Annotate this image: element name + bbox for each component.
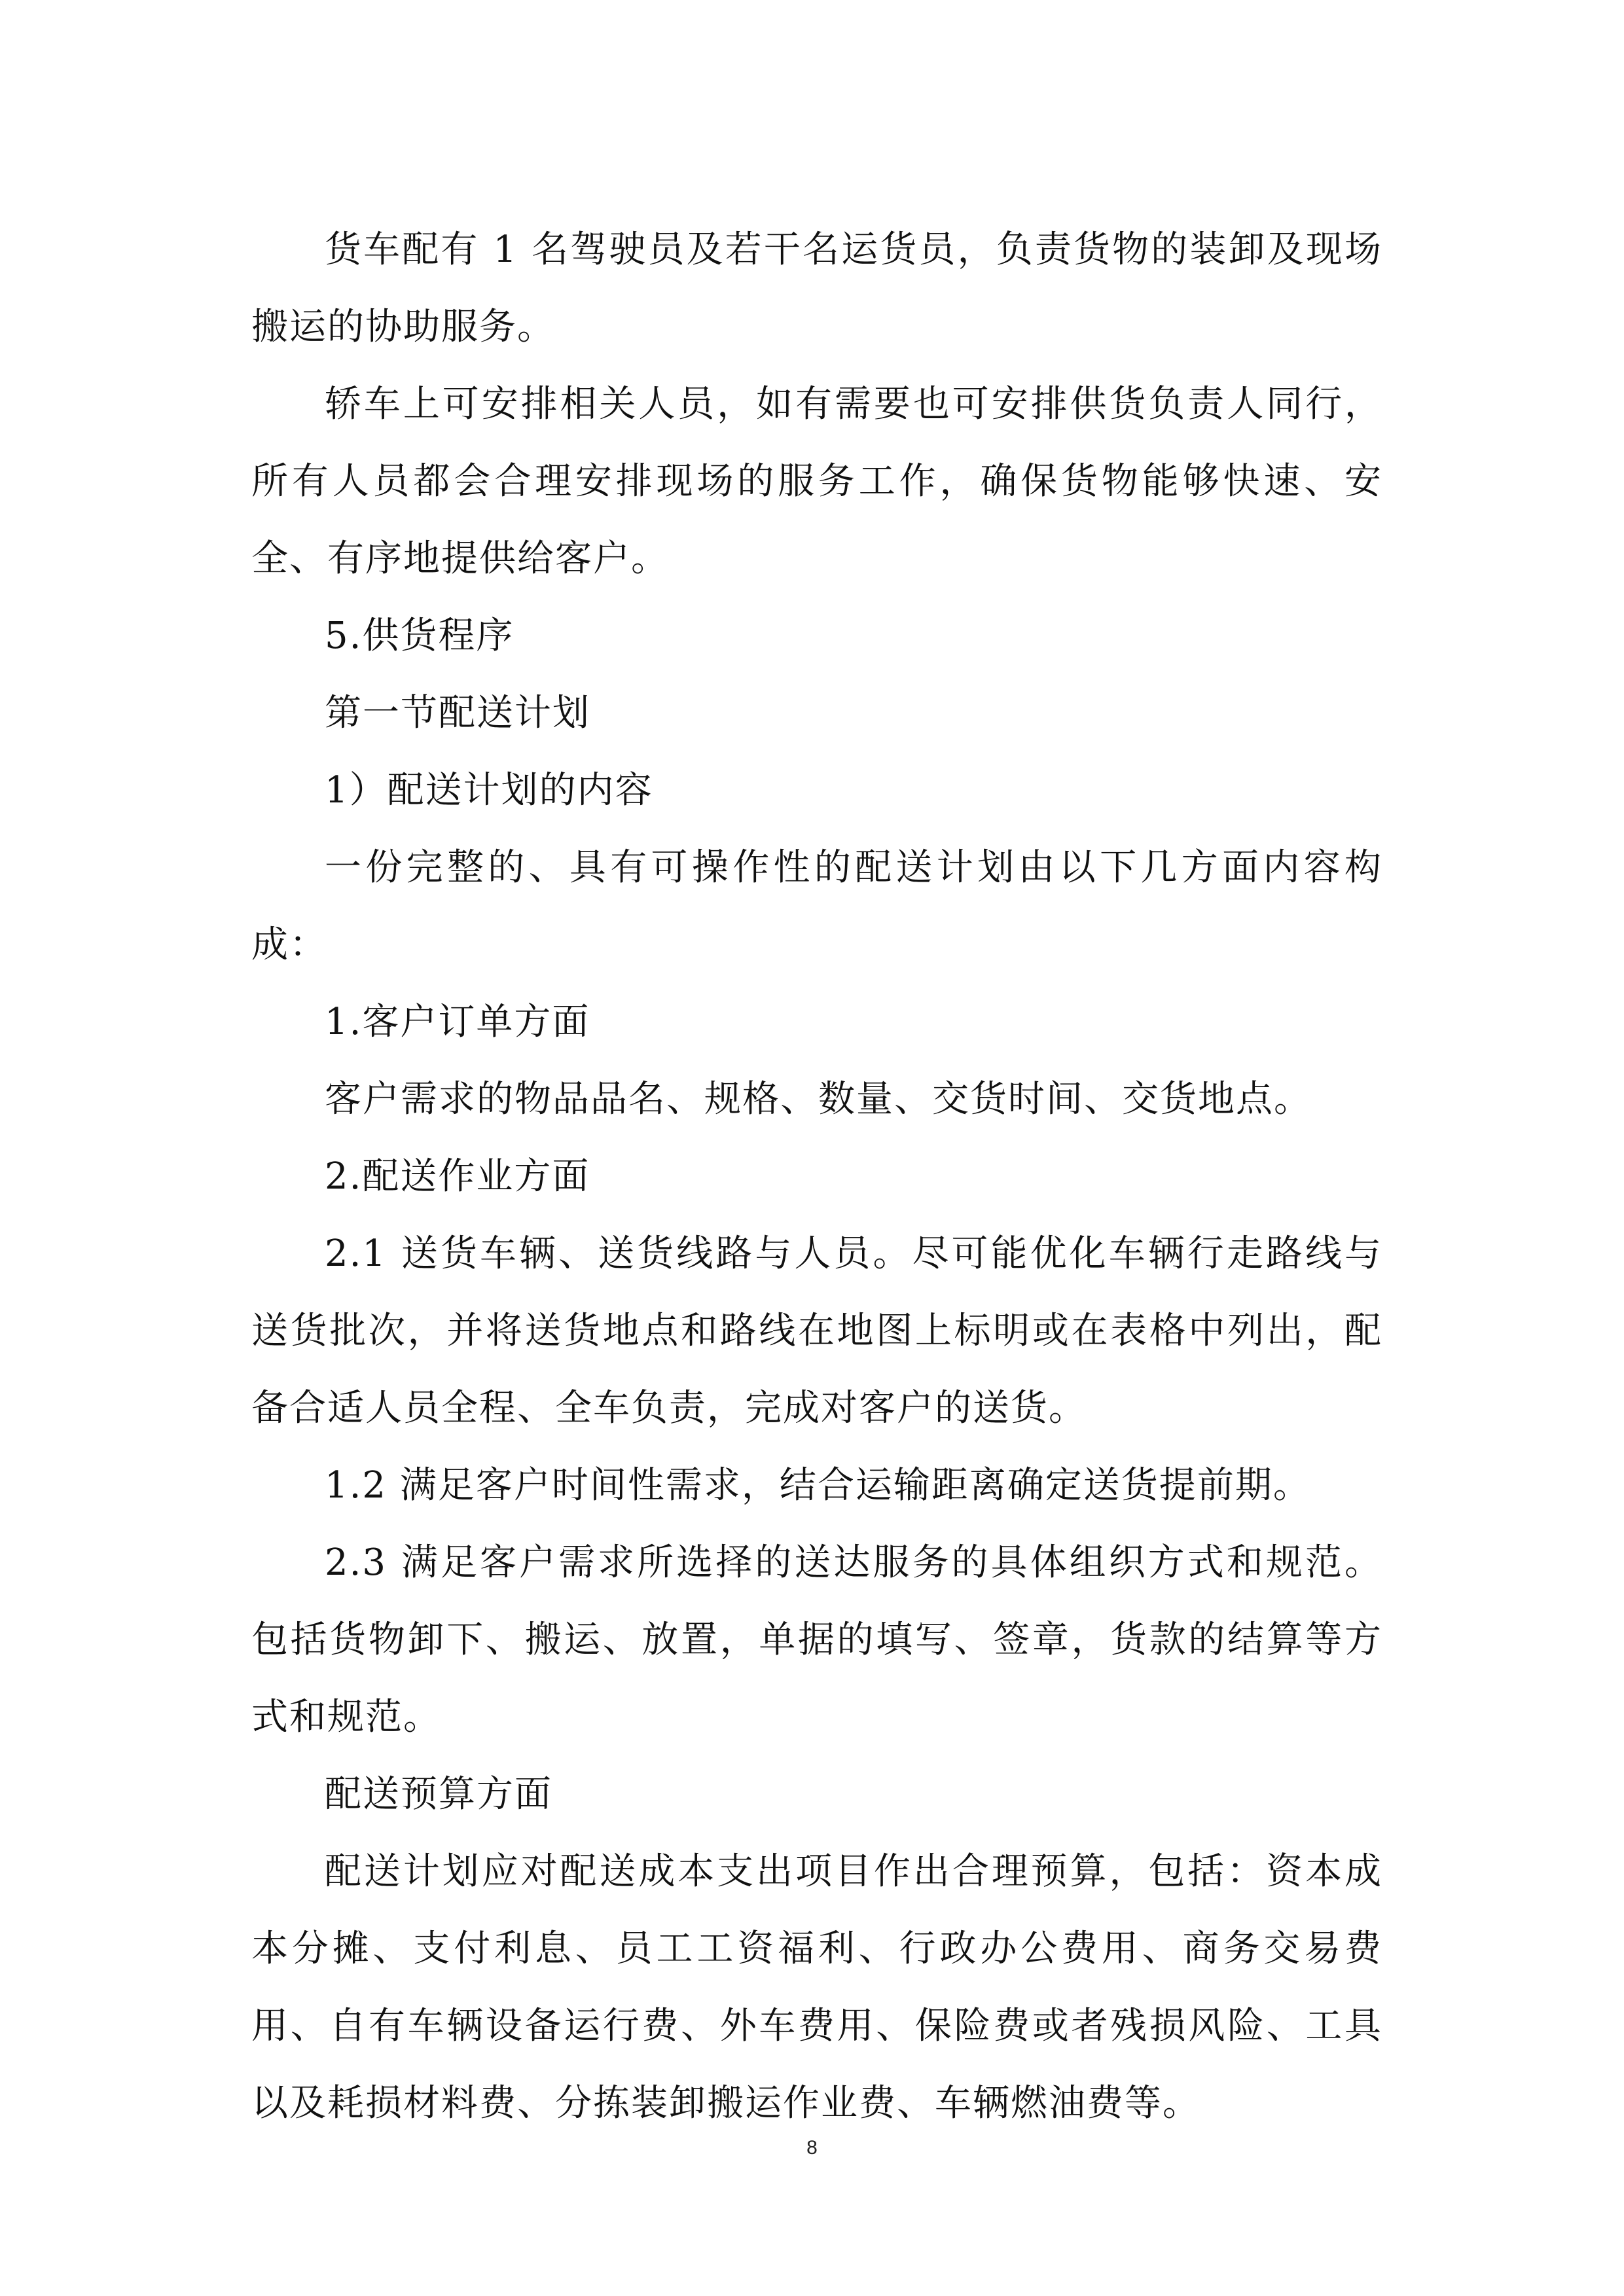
- paragraph-car-staff: 轿车上可安排相关人员，如有需要也可安排供货负责人同行，所有人员都会合理安排现场的服务工作，确保货物能够快速、安全、有序地提供给客户。: [251, 383, 1382, 580]
- paragraph-vehicles-routes: 2.1 送货车辆、送货线路与人员。尽可能优化车辆行走路线与送货批次，并将送货地点和路线在地图上标明或在表格中列出，配备合适人员全程、全车负责，完成对客户的送货。: [251, 1232, 1382, 1429]
- paragraph-truck-staff: 货车配有 1 名驾驶员及若干名运货员，负责货物的装卸及现场搬运的协助服务。: [251, 228, 1382, 348]
- heading-delivery-budget: 配送预算方面: [325, 1773, 552, 1816]
- heading-delivery-operation: 2.配送作业方面: [325, 1155, 590, 1198]
- paragraph-plan-intro: 一份完整的、具有可操作性的配送计划由以下几方面内容构成：: [251, 846, 1382, 966]
- heading-section-one: 第一节配送计划: [325, 692, 590, 734]
- paragraph-service-organization: 2.3 满足客户需求所选择的送达服务的具体组织方式和规范。包括货物卸下、搬运、放置，单据的填写、签章，货款的结算等方式和规范。: [251, 1541, 1382, 1738]
- paragraph-budget-items: 配送计划应对配送成本支出项目作出合理预算，包括：资本成本分摊、支付利息、员工工资福利、行政办公费用、商务交易费用、自有车辆设备运行费、外车费用、保险费或者残损风险、工具以及耗损材料费、分拣装卸搬运作业费、车辆燃油费等。: [251, 1850, 1382, 2125]
- heading-plan-content: 1）配送计划的内容: [325, 769, 653, 812]
- paragraph-customer-order: 客户需求的物品品名、规格、数量、交货时间、交货地点。: [325, 1078, 1312, 1121]
- paragraph-time-demand: 1.2 满足客户时间性需求，结合运输距离确定送货提前期。: [325, 1464, 1311, 1507]
- page-number: 8: [806, 2137, 818, 2159]
- body-text: [251, 211, 1382, 2142]
- heading-customer-order: 1.客户订单方面: [325, 1001, 590, 1043]
- heading-supply-procedure: 5.供货程序: [325, 615, 514, 657]
